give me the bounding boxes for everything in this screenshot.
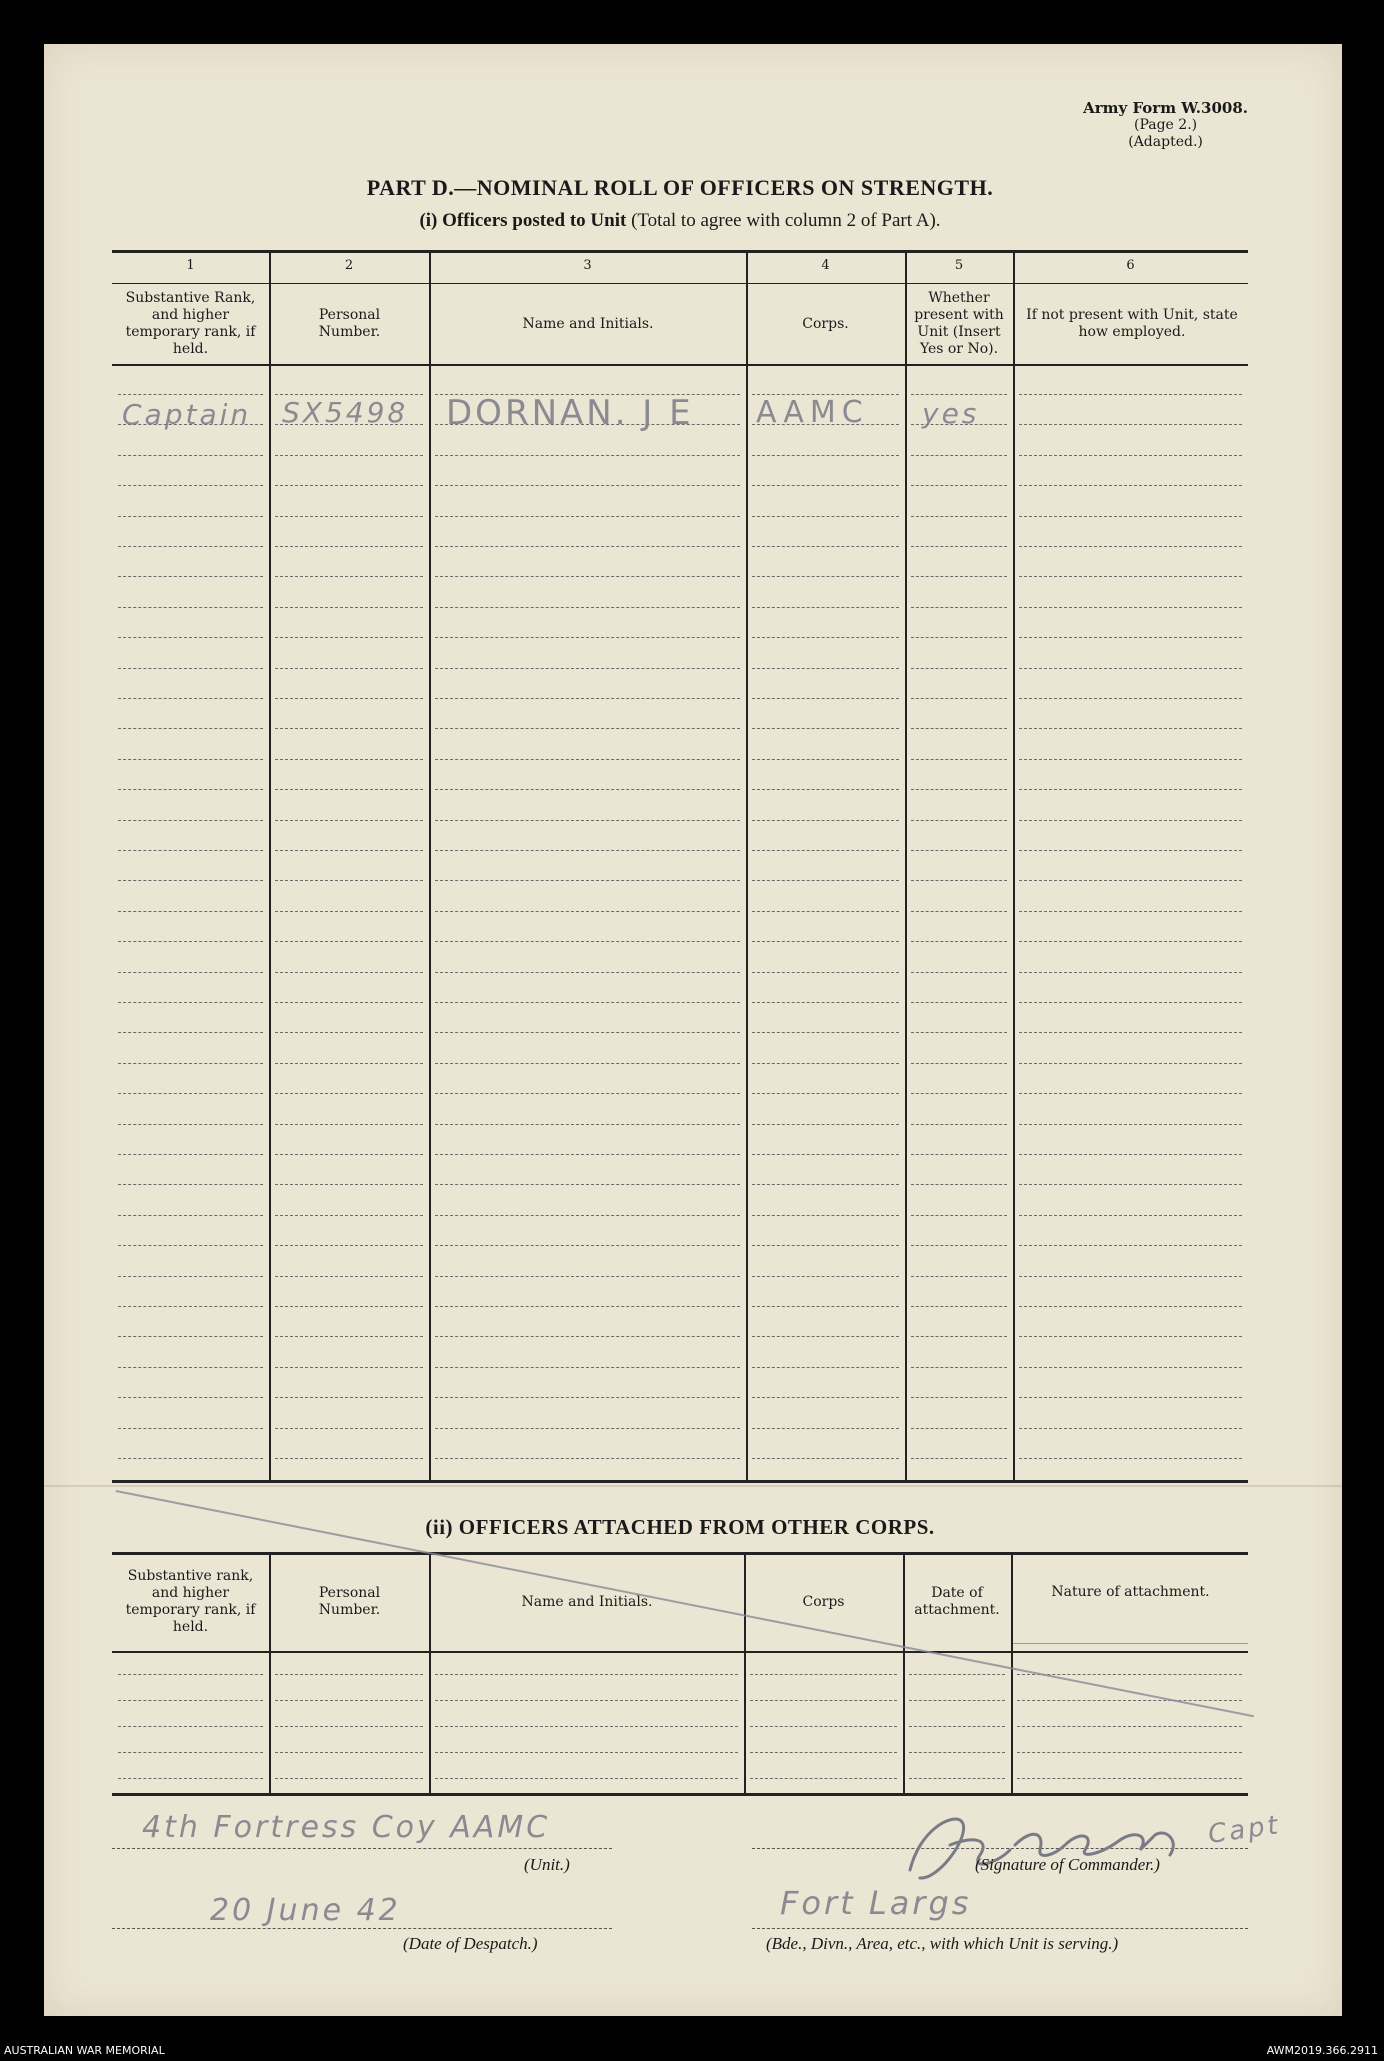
date-label: (Date of Despatch.) [403,1934,538,1953]
ruled-line [752,1245,899,1246]
ruled-line [118,1700,263,1701]
ruled-line [752,789,899,790]
ruled-line [911,516,1007,517]
section-2-title: (ii) OFFICERS ATTACHED FROM OTHER CORPS. [425,1515,935,1539]
ruled-line [275,637,423,638]
ruled-line [752,1306,899,1307]
ruled-line [911,880,1007,881]
ruled-line [275,789,423,790]
att-header-nature: Nature of attachment. [1051,1583,1210,1600]
ruled-line [752,516,899,517]
ruled-line [1019,1458,1242,1459]
ruled-line [1019,1397,1242,1398]
area-value: Fort Largs [780,1884,972,1922]
ruled-line [435,789,740,790]
ruled-line [275,607,423,608]
ruled-line [275,820,423,821]
header-name-initials: Name and Initials. [522,315,654,332]
ruled-line [752,1124,899,1125]
ruled-line [275,485,423,486]
ruled-line [911,668,1007,669]
ruled-line [752,607,899,608]
ruled-line [911,1245,1007,1246]
ruled-line [435,1367,740,1368]
ruled-line [275,1063,423,1064]
ruled-line [118,1367,263,1368]
ruled-line [435,1276,740,1277]
ruled-line [909,1752,1005,1753]
ruled-line [1019,941,1242,942]
ruled-line [750,1700,897,1701]
header-personal-number: Personal Number. [318,307,381,340]
ruled-line [1017,1778,1242,1779]
ruled-line [435,668,740,669]
ruled-line [275,1124,423,1125]
ruled-line [1019,1367,1242,1368]
ruled-line [435,1124,740,1125]
ruled-line [435,1458,740,1459]
ruled-line [435,607,740,608]
ruled-line [1019,1276,1242,1277]
ruled-line [1019,1002,1242,1003]
ruled-line [1019,1428,1242,1429]
ruled-line [275,972,423,973]
ruled-line [752,1063,899,1064]
ruled-line [752,576,899,577]
ruled-line [1019,668,1242,669]
ruled-line [911,1367,1007,1368]
ruled-line [275,1397,423,1398]
ruled-line [1019,789,1242,790]
ruled-line [435,880,740,881]
ruled-line [1019,820,1242,821]
ruled-line [1019,972,1242,973]
ruled-line [750,1778,897,1779]
header-corps: Corps. [802,315,849,332]
att-header-date: Date of attachment. [914,1585,1000,1618]
ruled-line [1019,850,1242,851]
ruled-line [118,1276,263,1277]
ruled-line [275,880,423,881]
ruled-line [275,850,423,851]
ruled-line [118,455,263,456]
ruled-line [118,850,263,851]
ruled-line [118,1674,263,1675]
ruled-line [118,1752,263,1753]
ruled-line [752,1154,899,1155]
ruled-line [118,820,263,821]
ruled-line [1017,1700,1242,1701]
ruled-line [435,1306,740,1307]
ruled-line [750,1674,897,1675]
ruled-line [118,1184,263,1185]
page-title: PART D.—NOMINAL ROLL OF OFFICERS ON STRENGTH. [366,175,994,200]
ruled-line [118,546,263,547]
ruled-line [275,759,423,760]
ruled-line [118,637,263,638]
ruled-line [911,850,1007,851]
ruled-line [118,941,263,942]
ruled-line [435,576,740,577]
ruled-line [1019,698,1242,699]
ruled-line [275,455,423,456]
ruled-line [118,1063,263,1064]
ruled-line [435,1778,738,1779]
ruled-line [911,394,1007,395]
ruled-line [1019,516,1242,517]
header-not-present: If not present with Unit, state how employed. [1026,307,1238,340]
ruled-line [911,1276,1007,1277]
ruled-line [118,1002,263,1003]
ruled-line [1019,759,1242,760]
ruled-line [435,1093,740,1094]
ruled-line [118,911,263,912]
ruled-line [911,1124,1007,1125]
ruled-line [752,1215,899,1216]
ruled-line [1019,1336,1242,1337]
ruled-line [435,1154,740,1155]
ruled-line [435,1215,740,1216]
ruled-line [435,1700,738,1701]
ruled-line [275,1778,423,1779]
ruled-line [275,1032,423,1033]
ruled-line [911,972,1007,973]
att-header-personal-number: Personal Number. [318,1585,381,1618]
signature-label: (Signature of Commander.) [975,1855,1160,1874]
ruled-line [752,698,899,699]
col-number-2: 2 [344,258,354,273]
ruled-line [1019,1306,1242,1307]
ruled-line [435,1002,740,1003]
ruled-line [752,485,899,486]
ruled-line [752,1428,899,1429]
ruled-line [1019,1154,1242,1155]
ruled-line [1019,394,1242,395]
col-number-5: 5 [954,258,964,273]
attached-officers-table [112,1552,1248,1796]
ruled-line [911,1063,1007,1064]
ruled-line [435,1245,740,1246]
col-number-6: 6 [1126,258,1135,273]
ruled-line [275,728,423,729]
ruled-line [118,972,263,973]
ruled-line [118,1154,263,1155]
ruled-line [1019,728,1242,729]
ruled-line [118,1458,263,1459]
ruled-line [118,1336,263,1337]
ruled-line [435,516,740,517]
ruled-line [1019,607,1242,608]
ruled-line [118,789,263,790]
ruled-line [118,485,263,486]
ruled-line [1019,455,1242,456]
ruled-line [1019,1124,1242,1125]
ruled-line [911,1032,1007,1033]
ruled-line [911,1002,1007,1003]
caption-left: AUSTRALIAN WAR MEMORIAL [4,2044,165,2057]
ruled-line [752,1032,899,1033]
entry-name: DORNAN. J E [446,393,694,433]
ruled-line [275,576,423,577]
ruled-line [435,941,740,942]
form-number: Army Form W.3008. [1083,99,1248,117]
ruled-line [909,1726,1005,1727]
ruled-line [909,1674,1005,1675]
ruled-line [1019,546,1242,547]
ruled-line [118,698,263,699]
section-1-subtitle [112,210,1248,232]
ruled-line [118,1124,263,1125]
ruled-line [435,698,740,699]
ruled-line [752,1093,899,1094]
ruled-line [752,972,899,973]
ruled-line [752,850,899,851]
ruled-line [752,941,899,942]
col-number-4: 4 [821,258,830,273]
ruled-line [911,485,1007,486]
ruled-line [118,1032,263,1033]
ruled-line [118,516,263,517]
ruled-line [1017,1752,1242,1753]
ruled-line [275,1752,423,1753]
ruled-line [752,911,899,912]
entry-corps: AAMC [756,395,869,430]
ruled-line [752,546,899,547]
header-rank: Substantive Rank, and higher temporary rank, if held. [125,290,256,357]
att-header-rank: Substantive rank, and higher temporary rank, if held. [125,1568,256,1635]
ruled-line [435,820,740,821]
army-form-code [1083,100,1248,151]
ruled-line [1019,1093,1242,1094]
ruled-line [118,1397,263,1398]
ruled-line [911,607,1007,608]
ruled-line [752,1276,899,1277]
despatch-date-value: 20 June 42 [210,1893,401,1928]
ruled-line [911,455,1007,456]
ruled-line [275,1276,423,1277]
ruled-line [752,668,899,669]
subtitle-rest: (Total to agree with column 2 of Part A). [626,210,941,231]
nominal-roll-table [112,250,1248,1482]
ruled-line [435,485,740,486]
ruled-line [275,941,423,942]
header-whether-present: Whether present with Unit (Insert Yes or No). [914,290,1004,357]
ruled-line [275,1306,423,1307]
ruled-line [275,698,423,699]
ruled-line [752,1367,899,1368]
ruled-line [911,1154,1007,1155]
ruled-line [435,546,740,547]
ruled-line [435,1063,740,1064]
ruled-line [275,1336,423,1337]
ruled-line [1019,911,1242,912]
ruled-line [911,1215,1007,1216]
ruled-line [118,607,263,608]
ruled-line [435,972,740,973]
form-adapted: (Adapted.) [1128,134,1203,150]
ruled-line [752,728,899,729]
ruled-line [752,1184,899,1185]
ruled-line [911,911,1007,912]
ruled-line [435,1752,738,1753]
ruled-line [435,911,740,912]
ruled-line [911,789,1007,790]
ruled-line [435,1428,740,1429]
area-label: (Bde., Divn., Area, etc., with which Unit is serving.) [766,1934,1119,1953]
ruled-line [275,1002,423,1003]
ruled-line [752,880,899,881]
ruled-line [435,1184,740,1185]
ruled-line [1019,485,1242,486]
ruled-line [275,1154,423,1155]
ruled-line [118,1306,263,1307]
ruled-line [911,1336,1007,1337]
ruled-line [752,1336,899,1337]
area-line [752,1928,1248,1929]
unit-value: 4th Fortress Coy AAMC [142,1810,551,1845]
ruled-line [1019,1032,1242,1033]
ruled-line [909,1700,1005,1701]
ruled-line [911,1428,1007,1429]
ruled-line [1019,1245,1242,1246]
ruled-line [911,1184,1007,1185]
ruled-line [911,1093,1007,1094]
ruled-line [118,1778,263,1779]
ruled-line [1019,1184,1242,1185]
ruled-line [752,759,899,760]
ruled-line [435,759,740,760]
ruled-line [911,576,1007,577]
ruled-line [435,1397,740,1398]
subtitle-bold: (i) Officers posted to Unit [419,210,627,231]
ruled-line [750,1752,897,1753]
ruled-line [275,1674,423,1675]
ruled-line [1019,424,1242,425]
entry-personal-number: SX5498 [282,396,409,429]
ruled-line [275,1428,423,1429]
ruled-line [118,668,263,669]
ruled-line [911,637,1007,638]
ruled-line [1019,1215,1242,1216]
ruled-line [275,1458,423,1459]
ruled-line [118,880,263,881]
ruled-line [275,516,423,517]
paper-fold [44,1485,1342,1487]
ruled-line [750,1726,897,1727]
ruled-line [911,941,1007,942]
ruled-line [911,820,1007,821]
ruled-line [1019,637,1242,638]
ruled-line [752,1397,899,1398]
ruled-line [275,546,423,547]
ruled-line [118,1215,263,1216]
att-header-name-initials: Name and Initials. [521,1593,653,1610]
ruled-line [911,698,1007,699]
ruled-line [118,576,263,577]
ruled-line [911,759,1007,760]
ruled-line [752,637,899,638]
ruled-line [275,1726,423,1727]
ruled-line [1019,576,1242,577]
ruled-line [275,394,423,395]
caption-right: AWM2019.366.2911 [1266,2044,1378,2057]
ruled-line [435,1726,738,1727]
ruled-line [435,1032,740,1033]
ruled-line [118,1428,263,1429]
ruled-line [118,1093,263,1094]
ruled-line [275,1245,423,1246]
ruled-line [1019,880,1242,881]
ruled-line [275,1700,423,1701]
form-page: (Page 2.) [1133,117,1198,133]
ruled-line [118,1726,263,1727]
ruled-line [435,850,740,851]
ruled-line [911,1458,1007,1459]
ruled-line [118,728,263,729]
ruled-line [118,1245,263,1246]
col-number-3: 3 [583,258,592,273]
entry-present: yes [922,397,980,430]
ruled-line [752,455,899,456]
ruled-line [435,1336,740,1337]
col-number-1: 1 [186,258,195,273]
ruled-line [752,1002,899,1003]
ruled-line [118,759,263,760]
unit-label: (Unit.) [524,1855,570,1874]
ruled-line [275,668,423,669]
unit-line [112,1848,612,1849]
ruled-line [118,394,263,395]
ruled-line [435,1674,738,1675]
ruled-line [275,1184,423,1185]
ruled-line [435,455,740,456]
ruled-line [275,911,423,912]
ruled-line [911,1306,1007,1307]
ruled-line [752,1458,899,1459]
entry-rank: Captain [122,398,252,431]
ruled-line [909,1778,1005,1779]
ruled-line [911,1397,1007,1398]
ruled-line [275,1367,423,1368]
ruled-line [1019,1063,1242,1064]
ruled-line [435,728,740,729]
ruled-line [1017,1726,1242,1727]
att-header-corps: Corps [802,1593,845,1610]
ruled-line [275,1093,423,1094]
signature-suffix: Capt [1206,1810,1283,1850]
ruled-line [911,728,1007,729]
ruled-line [911,546,1007,547]
ruled-line [435,637,740,638]
date-line [112,1928,612,1929]
ruled-line [752,820,899,821]
ruled-line [275,1215,423,1216]
